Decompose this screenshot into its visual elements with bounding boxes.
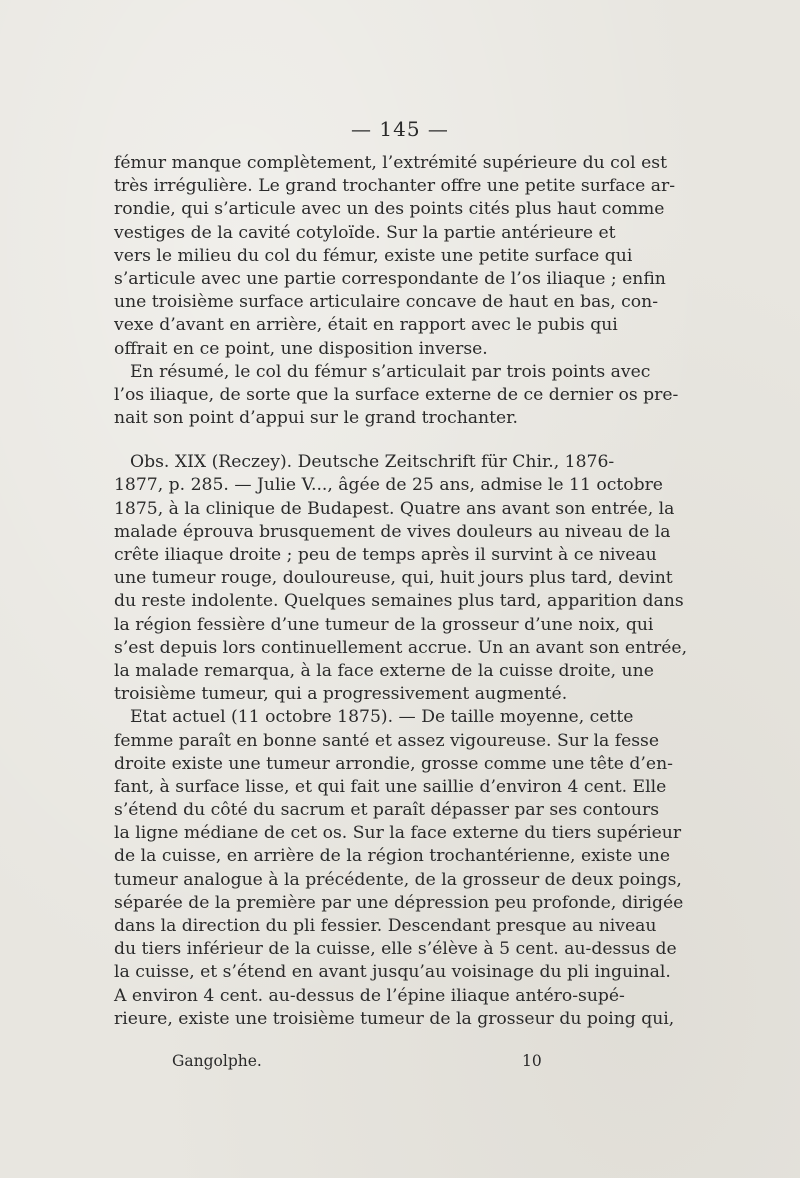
text-line: Etat actuel (11 octobre 1875). — De taille moyenne, cette <box>130 707 634 728</box>
text-line: s’étend du côté du sacrum et paraît dépasser par ses contours <box>114 800 660 821</box>
text-line: séparée de la première par une dépression peu profonde, dirigée <box>114 892 684 913</box>
footer-author: Gangolphe. <box>172 1052 262 1070</box>
text-line: une tumeur rouge, douloureuse, qui, huit jours plus tard, devint <box>114 568 673 589</box>
text-line: A environ 4 cent. au-dessus de l’épine iliaque antéro-supé- <box>114 985 625 1006</box>
body-text <box>114 152 688 1031</box>
text-line: une troisième surface articulaire concave de haut en bas, con- <box>114 292 658 313</box>
text-line: du tiers inférieur de la cuisse, elle s’élève à 5 cent. au-dessus de <box>114 939 677 960</box>
text-line: malade éprouva brusquement de vives douleurs au niveau de la <box>114 521 671 542</box>
text-line: offrait en ce point, une disposition inverse. <box>114 338 488 359</box>
text-line: femme paraît en bonne santé et assez vigoureuse. Sur la fesse <box>114 730 660 751</box>
text-line: En résumé, le col du fémur s’articulait par trois points avec <box>130 361 651 382</box>
text-line: la ligne médiane de cet os. Sur la face externe du tiers supérieur <box>114 823 682 844</box>
text-line: dans la direction du pli fessier. Descendant presque au niveau <box>114 916 657 936</box>
text-line: la malade remarqua, à la face externe de la cuisse droite, une <box>114 660 654 681</box>
text-line: vestiges de la cavité cotyloïde. Sur la partie antérieure et <box>114 222 616 243</box>
text-line: crête iliaque droite ; peu de temps après il survint à ce niveau <box>114 545 657 565</box>
text-line: Obs. XIX (Reczey). Deutsche Zeitschrift für Chir., 1876- <box>130 452 615 473</box>
text-line: très irrégulière. Le grand trochanter offre une petite surface ar- <box>114 176 676 197</box>
text-line: l’os iliaque, de sorte que la surface externe de ce dernier os pre- <box>114 384 679 405</box>
text-line: rondie, qui s’articule avec un des points cités plus haut comme <box>114 199 665 220</box>
page-number: — 145 — <box>351 117 449 141</box>
text-line: s’est depuis lors continuellement accrue. Un an avant son entrée, <box>114 637 688 658</box>
text-line: vers le milieu du col du fémur, existe une petite surface qui <box>114 245 633 266</box>
signature-mark: 10 <box>522 1052 542 1070</box>
text-line: 1877, p. 285. — Julie V..., âgée de 25 ans, admise le 11 octobre <box>114 475 663 496</box>
text-line: 1875, à la clinique de Budapest. Quatre ans avant son entrée, la <box>114 498 675 519</box>
text-line: droite existe une tumeur arrondie, grosse comme une tête d’en- <box>114 753 673 774</box>
text-line: de la cuisse, en arrière de la région trochantérienne, existe une <box>114 846 671 867</box>
text-line: vexe d’avant en arrière, était en rapport avec le pubis qui <box>114 315 618 336</box>
text-line: tumeur analogue à la précédente, de la grosseur de deux poings, <box>114 869 682 890</box>
text-line: fémur manque complètement, l’extrémité supérieure du col est <box>114 153 667 173</box>
text-line: rieure, existe une troisième tumeur de la grosseur du poing qui, <box>114 1008 675 1029</box>
text-line: du reste indolente. Quelques semaines plus tard, apparition dans <box>114 591 684 612</box>
text-line: nait son point d’appui sur le grand trochanter. <box>114 408 518 429</box>
text-line: s’articule avec une partie correspondante de l’os iliaque ; enfin <box>114 268 666 289</box>
text-line: la cuisse, et s’étend en avant jusqu’au voisinage du pli inguinal. <box>114 962 671 983</box>
text-line: troisième tumeur, qui a progressivement augmenté. <box>114 684 568 705</box>
text-line: fant, à surface lisse, et qui fait une saillie d’environ 4 cent. Elle <box>114 776 667 797</box>
text-line: la région fessière d’une tumeur de la grosseur d’une noix, qui <box>114 614 654 635</box>
